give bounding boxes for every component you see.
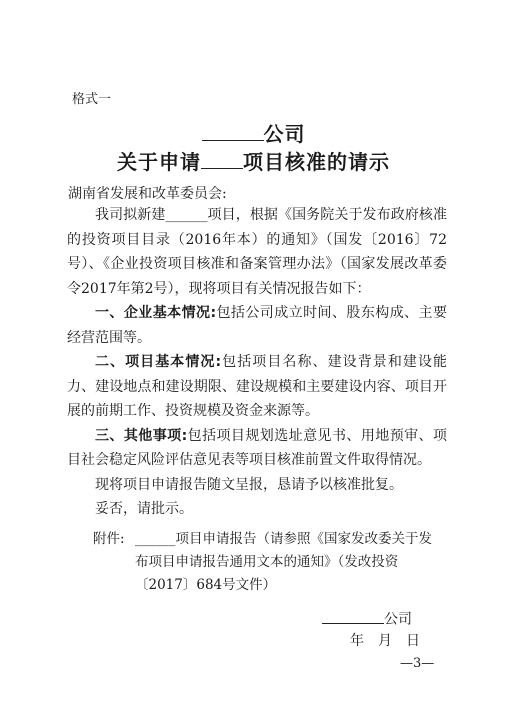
signature-date: 年月日 — [350, 633, 434, 649]
letter-body — [67, 203, 447, 522]
signature-company-suffix: 公司 — [384, 611, 412, 628]
company-name-blank — [202, 119, 264, 141]
page-number: —3— — [400, 656, 435, 671]
signature-company — [322, 608, 412, 629]
closing-text: 妥否，请批示。 — [95, 501, 193, 517]
title-suffix: 项目核准的请示 — [243, 150, 390, 174]
intro-text: 我司拟新建______项目，根据《国务院关于发布政府核准的投资项目目录（2016年本）的通知》（国发〔2016〕72号）、《企业投资项目核准和备案管理办法》（国家发展改革委令2017年第2号），现将项目有关情况报告如下： — [67, 207, 447, 297]
title-request-line — [0, 146, 507, 175]
title-prefix: 关于申请 — [117, 150, 201, 174]
attachment-block — [93, 528, 433, 597]
signature-company-blank — [322, 608, 384, 624]
project-name-blank — [201, 147, 243, 169]
attachment-text: ______项目申请报告（请参照《国家发改委关于发布项目申请报告通用文本的通知》（发改投资〔2017〕684号文件） — [135, 531, 432, 593]
section-company-info — [67, 301, 447, 350]
section-heading: 三、其他事项: — [95, 427, 188, 444]
title-company-line — [0, 118, 507, 147]
section-text: 包括项目名称、建设背景和建设能力、建设地点和建设期限、建设规模和主要建设内容、项目开展的前期工作、投资规模及资金来源等。 — [67, 354, 447, 419]
submission-paragraph — [67, 473, 447, 498]
intro-paragraph — [67, 203, 447, 301]
section-heading: 一、企业基本情况: — [95, 305, 217, 321]
submission-text: 现将项目申请报告随文呈报，恳请予以核准批复。 — [95, 476, 403, 493]
title-company-suffix: 公司 — [263, 122, 306, 146]
section-other-matters — [67, 424, 447, 473]
attachment-label: 附件: — [93, 531, 125, 547]
section-text: 包括项目规划选址意见书、用地预审、项目社会稳定风险评估意见表等项目核准前置文件取得情况。 — [67, 427, 447, 468]
closing-paragraph — [67, 497, 447, 522]
salutation: 湖南省发展和改革委员会: — [68, 186, 227, 202]
section-text: 包括公司成立时间、股东构成、主要经营范围等。 — [67, 305, 447, 346]
section-heading: 二、项目基本情况: — [95, 354, 222, 370]
section-project-info — [67, 350, 447, 424]
format-label: 格式一 — [72, 92, 112, 107]
